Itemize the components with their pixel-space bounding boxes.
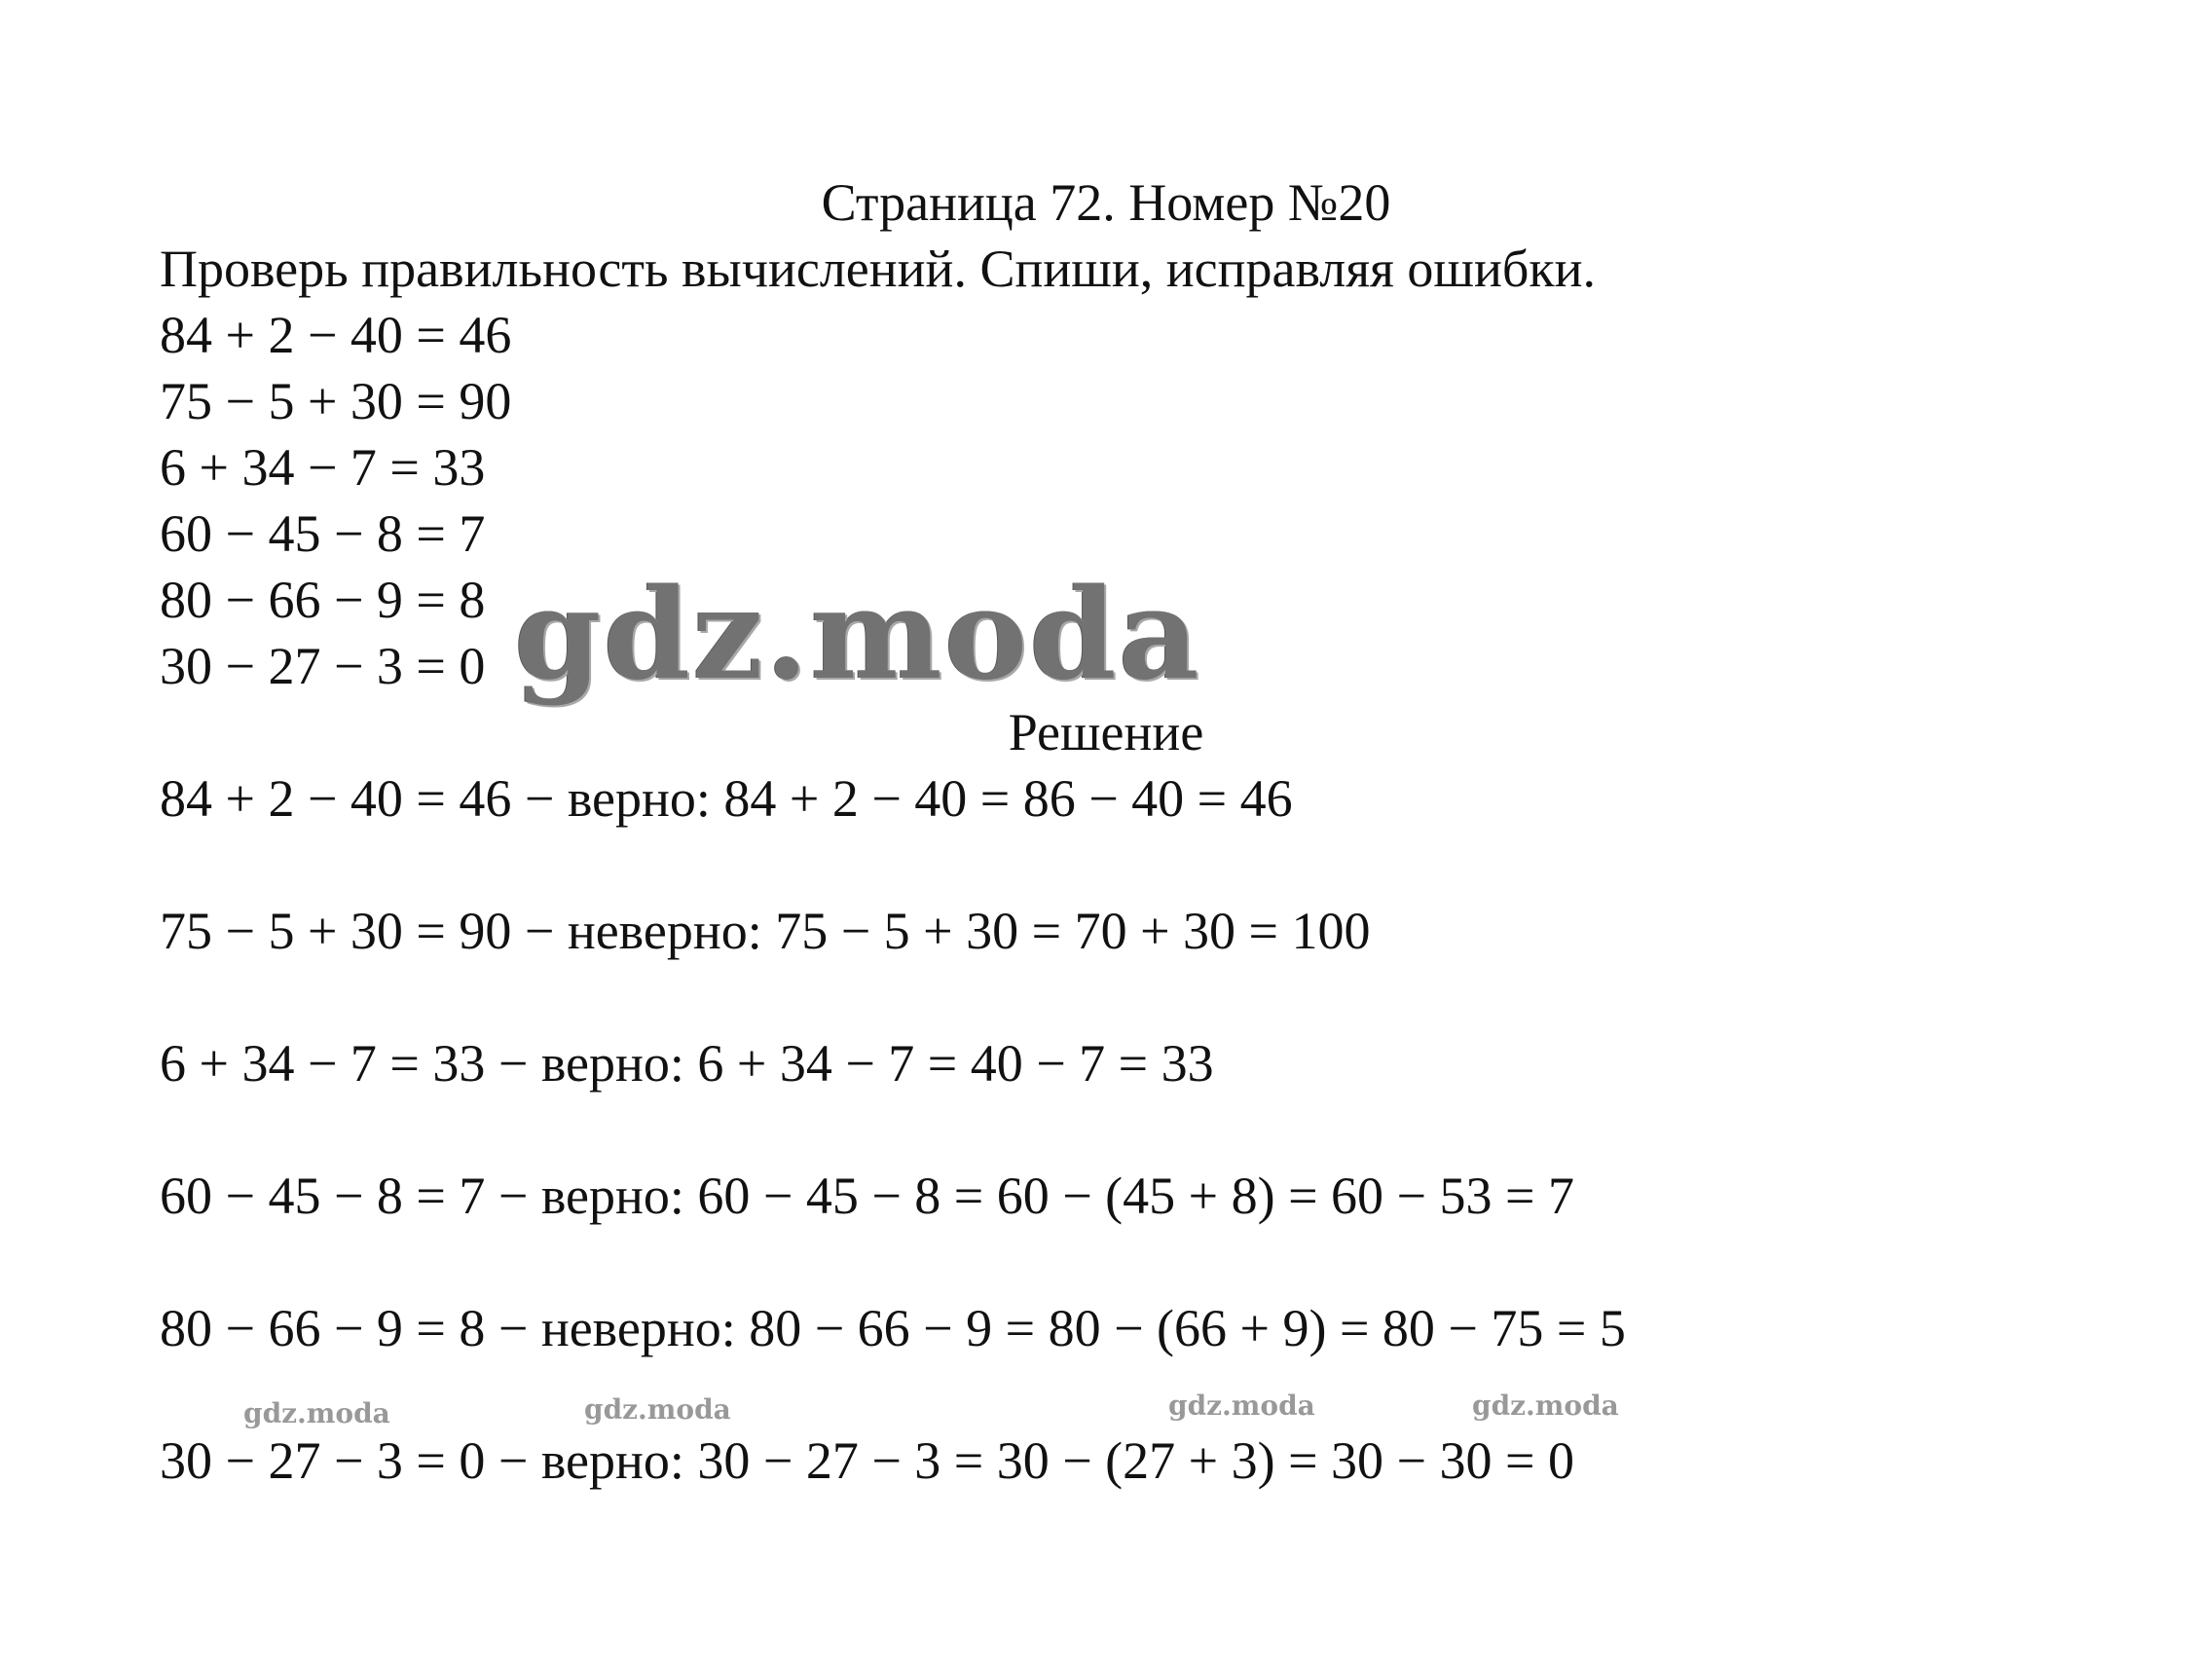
expression-2: 75 − 5 + 30 = 90 bbox=[160, 372, 512, 430]
solution-5: 80 − 66 − 9 = 8 − неверно: 80 − 66 − 9 = 80 − (66 + 9) = 80 − 75 = 5 bbox=[160, 1299, 1626, 1357]
watermark-small: gdz.moda bbox=[243, 1397, 390, 1429]
watermark-small: gdz.moda bbox=[1168, 1390, 1315, 1422]
solution-3: 6 + 34 − 7 = 33 − верно: 6 + 34 − 7 = 40 − 7 = 33 bbox=[160, 1034, 1214, 1093]
solution-6: 30 − 27 − 3 = 0 − верно: 30 − 27 − 3 = 30 − (27 + 3) = 30 − 30 = 0 bbox=[160, 1431, 1574, 1490]
watermark-small: gdz.moda bbox=[584, 1393, 731, 1426]
expression-6: 30 − 27 − 3 = 0 bbox=[160, 637, 486, 695]
watermark-large: gdz.moda bbox=[514, 562, 1201, 708]
expression-3: 6 + 34 − 7 = 33 bbox=[160, 438, 486, 497]
page-title: Страница 72. Номер №20 bbox=[821, 173, 1391, 232]
task-text: Проверь правильность вычислений. Спиши, исправляя ошибки. bbox=[160, 240, 1596, 298]
solution-heading: Решение bbox=[1008, 703, 1204, 761]
solution-4: 60 − 45 − 8 = 7 − верно: 60 − 45 − 8 = 60 − (45 + 8) = 60 − 53 = 7 bbox=[160, 1167, 1574, 1225]
expression-1: 84 + 2 − 40 = 46 bbox=[160, 306, 512, 364]
solution-1: 84 + 2 − 40 = 46 − верно: 84 + 2 − 40 = 86 − 40 = 46 bbox=[160, 769, 1293, 828]
solution-2: 75 − 5 + 30 = 90 − неверно: 75 − 5 + 30 = 70 + 30 = 100 bbox=[160, 902, 1371, 960]
watermark-small: gdz.moda bbox=[1472, 1390, 1619, 1422]
expression-4: 60 − 45 − 8 = 7 bbox=[160, 504, 486, 563]
expression-5: 80 − 66 − 9 = 8 bbox=[160, 571, 486, 629]
